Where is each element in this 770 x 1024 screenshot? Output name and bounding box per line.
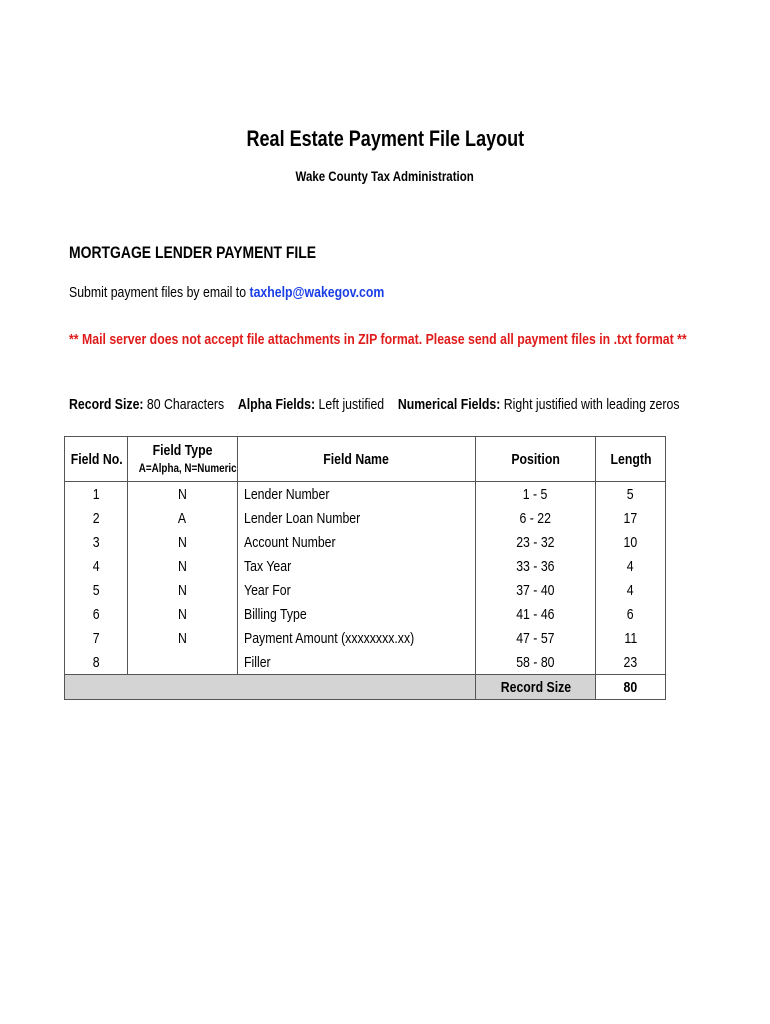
cell-length: 4 xyxy=(596,554,666,578)
cell-position: 58 - 80 xyxy=(476,650,596,675)
record-size-value: 80 Characters xyxy=(143,396,225,413)
table-row xyxy=(65,578,666,602)
cell-length: 5 xyxy=(596,482,666,507)
cell-length: 23 xyxy=(596,650,666,675)
cell-position: 1 - 5 xyxy=(476,482,596,507)
cell-field-name: Lender Number xyxy=(238,482,476,507)
cell-field-name: Year For xyxy=(238,578,476,602)
cell-position: 47 - 57 xyxy=(476,626,596,650)
cell-field-no: 8 xyxy=(65,650,128,675)
cell-field-type: N xyxy=(128,530,238,554)
cell-length: 17 xyxy=(596,506,666,530)
header-field-name: Field Name xyxy=(238,437,476,482)
submit-text: Submit payment files by email to xyxy=(69,284,250,301)
total-value: 80 xyxy=(596,675,666,700)
cell-field-no: 5 xyxy=(65,578,128,602)
cell-field-type: N xyxy=(128,602,238,626)
cell-field-name: Tax Year xyxy=(238,554,476,578)
record-info xyxy=(69,396,770,413)
submit-instructions xyxy=(69,284,454,301)
cell-position: 6 - 22 xyxy=(476,506,596,530)
numerical-fields-value: Right justified with leading zeros xyxy=(500,396,680,413)
cell-field-no: 6 xyxy=(65,602,128,626)
table-row xyxy=(65,506,666,530)
table-row xyxy=(65,482,666,507)
cell-field-name: Payment Amount (xxxxxxxx.xx) xyxy=(238,626,476,650)
alpha-fields-value: Left justified xyxy=(315,396,385,413)
table-row xyxy=(65,554,666,578)
header-field-no: Field No. xyxy=(65,437,128,482)
table-row xyxy=(65,602,666,626)
record-size-label: Record Size: xyxy=(69,396,144,413)
document-title: Real Estate Payment File Layout xyxy=(246,126,524,151)
cell-field-type xyxy=(128,650,238,675)
header-length: Length xyxy=(596,437,666,482)
cell-field-name: Filler xyxy=(238,650,476,675)
total-label: Record Size xyxy=(476,675,596,700)
file-layout-table xyxy=(64,436,666,700)
cell-field-no: 4 xyxy=(65,554,128,578)
cell-field-no: 1 xyxy=(65,482,128,507)
cell-field-type: N xyxy=(128,554,238,578)
cell-field-no: 2 xyxy=(65,506,128,530)
section-heading: MORTGAGE LENDER PAYMENT FILE xyxy=(69,243,317,262)
cell-field-type: A xyxy=(128,506,238,530)
cell-position: 37 - 40 xyxy=(476,578,596,602)
table-header-row xyxy=(65,437,666,482)
cell-field-no: 3 xyxy=(65,530,128,554)
cell-length: 11 xyxy=(596,626,666,650)
table-row xyxy=(65,530,666,554)
cell-field-name: Account Number xyxy=(238,530,476,554)
zip-warning: ** Mail server does not accept file attachments in ZIP format. Please send all payment files in .txt format ** xyxy=(69,331,687,348)
total-row xyxy=(65,675,666,700)
numerical-fields-label: Numerical Fields: xyxy=(397,396,501,413)
total-row-shading xyxy=(65,675,476,700)
cell-position: 33 - 36 xyxy=(476,554,596,578)
document-subtitle: Wake County Tax Administration xyxy=(295,168,475,184)
table-row xyxy=(65,626,666,650)
cell-field-no: 7 xyxy=(65,626,128,650)
cell-length: 10 xyxy=(596,530,666,554)
cell-position: 41 - 46 xyxy=(476,602,596,626)
header-position: Position xyxy=(476,437,596,482)
cell-field-type: N xyxy=(128,626,238,650)
email-link[interactable]: taxhelp@wakegov.com xyxy=(249,284,385,301)
cell-length: 6 xyxy=(596,602,666,626)
cell-field-name: Lender Loan Number xyxy=(238,506,476,530)
alpha-fields-label: Alpha Fields: xyxy=(237,396,316,413)
cell-field-name: Billing Type xyxy=(238,602,476,626)
cell-length: 4 xyxy=(596,578,666,602)
cell-field-type: N xyxy=(128,578,238,602)
cell-position: 23 - 32 xyxy=(476,530,596,554)
header-field-type: Field Type A=Alpha, N=Numeric xyxy=(128,437,238,482)
cell-field-type: N xyxy=(128,482,238,507)
table-row xyxy=(65,650,666,675)
